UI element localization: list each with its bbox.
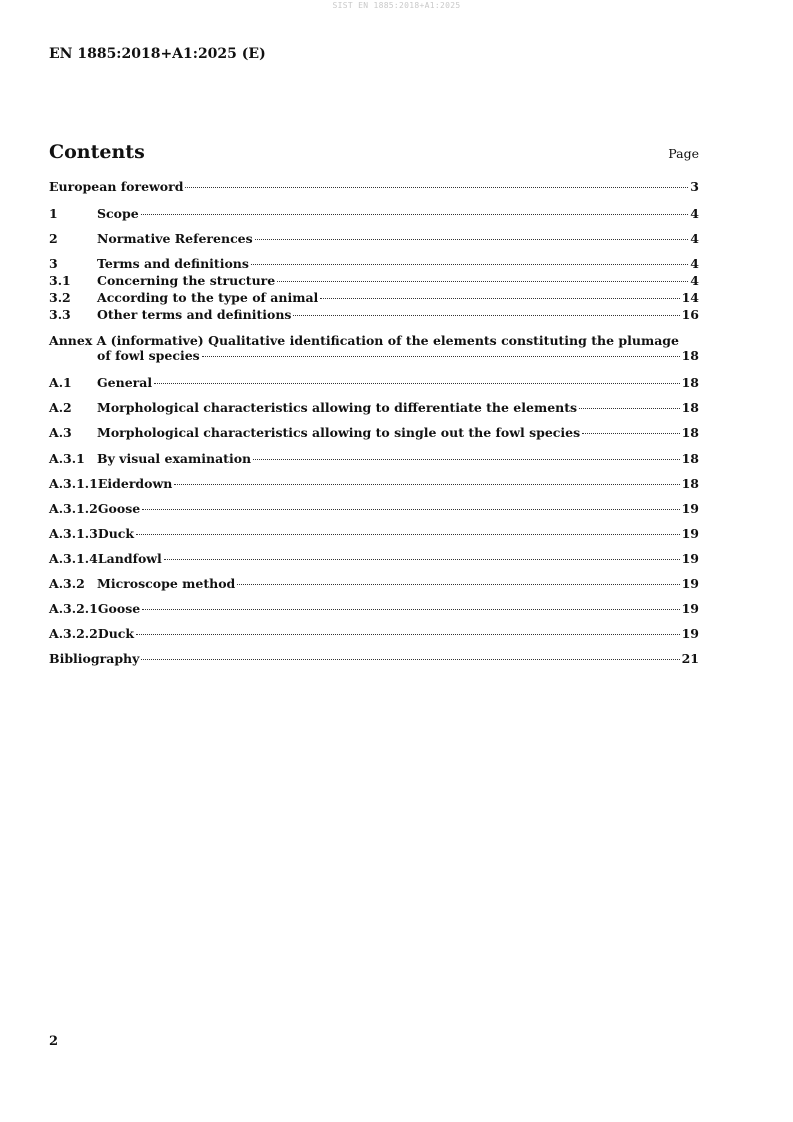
toc-entry-label: Goose — [97, 501, 141, 516]
toc-entry-normative-references[interactable] — [49, 231, 699, 248]
toc-entry-european-foreword[interactable] — [49, 179, 699, 196]
toc-entry-a3-single-out[interactable] — [49, 425, 699, 442]
toc-entry-page: 19 — [681, 626, 699, 641]
leader-dots — [185, 187, 688, 188]
toc-entry-number: A.3.2 — [49, 576, 85, 591]
leader-dots — [141, 214, 689, 215]
toc-entry-page: 19 — [681, 501, 699, 516]
toc-entry-a2-differentiate[interactable] — [49, 400, 699, 417]
leader-dots — [142, 509, 679, 510]
toc-entry-label: Landfowl — [97, 551, 162, 566]
toc-entry-label: Eiderdown — [97, 476, 173, 491]
toc-entry-a32-microscope[interactable] — [49, 576, 699, 593]
leader-dots — [253, 459, 679, 460]
toc-entry-label: Morphological characteristics allowing to differentiate the elements — [97, 400, 578, 415]
toc-entry-page: 19 — [681, 551, 699, 566]
toc-entry-number: A.3.2.2 — [49, 626, 98, 641]
toc-entry-label: Terms and definitions — [97, 256, 249, 271]
toc-entry-page: 18 — [681, 348, 699, 363]
toc-entry-page: 4 — [690, 256, 699, 271]
document-id: EN 1885:2018+A1:2025 (E) — [49, 46, 266, 62]
toc-entry-concerning-structure[interactable] — [49, 273, 699, 290]
toc-entry-a313-duck[interactable] — [49, 526, 699, 543]
toc-entry-label: Other terms and definitions — [97, 307, 292, 322]
toc-entry-page: 3 — [690, 179, 699, 194]
toc-entry-a31-visual[interactable] — [49, 451, 699, 468]
toc-entry-page: 19 — [681, 526, 699, 541]
leader-dots — [251, 264, 688, 265]
leader-dots — [154, 383, 679, 384]
leader-dots — [293, 315, 679, 316]
toc-entry-page: 18 — [681, 425, 699, 440]
toc-entry-label: Morphological characteristics allowing to single out the fowl species — [97, 425, 581, 440]
toc-entry-number: A.3.1.2 — [49, 501, 98, 516]
toc-entry-label: General — [97, 375, 153, 390]
toc-entry-number: A.3.1 — [49, 451, 85, 466]
toc-entry-label-line2: of fowl species — [97, 348, 200, 363]
toc-entry-number: A.3.2.1 — [49, 601, 98, 616]
leader-dots — [141, 659, 679, 660]
toc-entry-label: European foreword — [49, 179, 184, 194]
page-number: 2 — [49, 1034, 59, 1049]
leader-dots — [174, 484, 679, 485]
toc-entry-a311-eiderdown[interactable] — [49, 476, 699, 493]
toc-entry-a314-landfowl[interactable] — [49, 551, 699, 568]
toc-entry-number: A.2 — [49, 400, 72, 415]
toc-entry-number: 3.3 — [49, 307, 71, 322]
toc-entry-label: Goose — [97, 601, 141, 616]
leader-dots — [136, 534, 680, 535]
toc-entry-label: By visual examination — [97, 451, 252, 466]
contents-title: Contents — [49, 141, 145, 163]
toc-entry-number: 3.2 — [49, 290, 71, 305]
watermark-text: SIST EN 1885:2018+A1:2025 — [332, 1, 461, 10]
toc-entry-label: Normative References — [97, 231, 253, 246]
leader-dots — [579, 408, 680, 409]
toc-entry-number: A.3 — [49, 425, 72, 440]
toc-entry-page: 19 — [681, 576, 699, 591]
toc-entry-page: 14 — [681, 290, 699, 305]
toc-entry-number: A.1 — [49, 375, 72, 390]
toc-entry-type-of-animal[interactable] — [49, 290, 699, 307]
toc-entry-label: Concerning the structure — [97, 273, 276, 288]
toc-entry-other-terms[interactable] — [49, 307, 699, 324]
toc-entry-terms-and-definitions[interactable] — [49, 256, 699, 273]
page-column-label: Page — [668, 146, 699, 161]
toc-entry-number: 3.1 — [49, 273, 71, 288]
toc-entry-page: 21 — [681, 651, 699, 666]
toc-entry-number: 3 — [49, 256, 58, 271]
toc-entry-label: Duck — [97, 526, 135, 541]
toc-entry-bibliography[interactable] — [49, 651, 699, 668]
contents-header — [49, 141, 699, 165]
toc-entry-page: 18 — [681, 375, 699, 390]
toc-entry-a322-duck[interactable] — [49, 626, 699, 643]
toc-entry-label: Microscope method — [97, 576, 236, 591]
toc-entry-number: A.3.1.1 — [49, 476, 98, 491]
toc-entry-label: Duck — [97, 626, 135, 641]
leader-dots — [255, 239, 689, 240]
toc-entry-annex-a[interactable] — [49, 333, 699, 367]
toc-entry-scope[interactable] — [49, 206, 699, 223]
toc-entry-label-line1: Annex A (informative) Qualitative identification of the elements constituting the plumage — [49, 333, 679, 348]
toc-entry-a321-goose[interactable] — [49, 601, 699, 618]
toc-entry-a312-goose[interactable] — [49, 501, 699, 518]
leader-dots — [202, 356, 680, 357]
leader-dots — [142, 609, 679, 610]
leader-dots — [136, 634, 680, 635]
toc-entry-number: 2 — [49, 231, 58, 246]
toc-entry-page: 4 — [690, 231, 699, 246]
toc-entry-label: Scope — [97, 206, 139, 221]
toc-entry-page: 4 — [690, 273, 699, 288]
toc-entry-number: 1 — [49, 206, 58, 221]
toc-entry-page: 18 — [681, 400, 699, 415]
toc-entry-page: 18 — [681, 476, 699, 491]
leader-dots — [277, 281, 688, 282]
toc-entry-label: According to the type of animal — [97, 290, 319, 305]
toc-entry-page: 4 — [690, 206, 699, 221]
leader-dots — [237, 584, 679, 585]
toc-entry-a1-general[interactable] — [49, 375, 699, 392]
toc-entry-number: A.3.1.3 — [49, 526, 98, 541]
toc-entry-page: 16 — [681, 307, 699, 322]
toc-entry-label: Bibliography — [49, 651, 140, 666]
toc-entry-number: A.3.1.4 — [49, 551, 98, 566]
toc-entry-page: 19 — [681, 601, 699, 616]
leader-dots — [320, 298, 679, 299]
leader-dots — [164, 559, 680, 560]
toc-entry-page: 18 — [681, 451, 699, 466]
leader-dots — [582, 433, 679, 434]
